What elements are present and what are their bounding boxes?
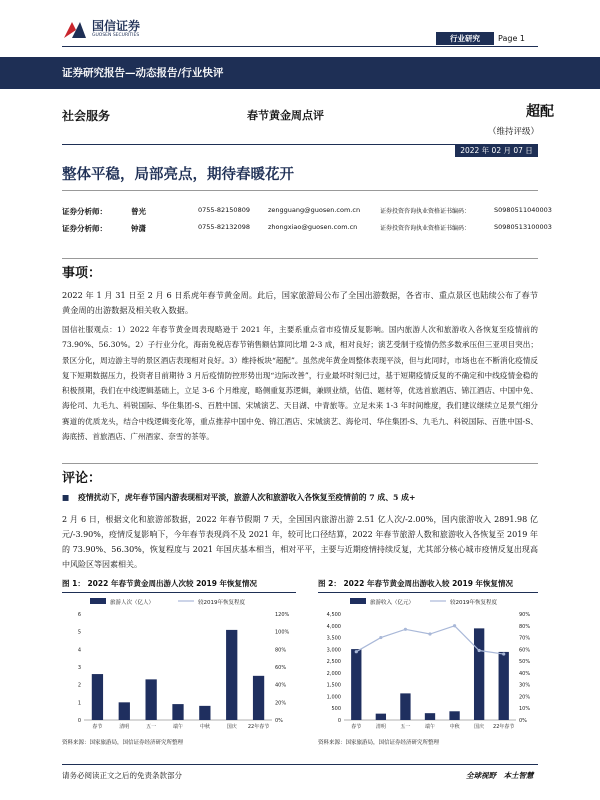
- x-tick-label: 五一: [400, 724, 411, 730]
- x-tick-label: 五一: [146, 724, 157, 730]
- line-point: [404, 628, 407, 631]
- sector-label: 社会服务: [62, 109, 111, 123]
- figure-2-label: 图 2：: [318, 579, 341, 588]
- comment-bullet: [62, 492, 538, 503]
- y2-tick-label: 90%: [519, 612, 531, 618]
- figure-2-source: 资料来源：国家旅游局，国信证券经济研究所整理: [318, 740, 440, 746]
- figure-2: [318, 578, 538, 748]
- bullet-text: 疫情扰动下，虎年春节国内游表现相对平淡，旅游人次和旅游收入各恢复至疫情前的 7 成、5 成+: [78, 493, 416, 502]
- line-point: [478, 649, 481, 652]
- y2-tick-label: 70%: [519, 635, 531, 642]
- x-tick-label: 22年春节: [247, 724, 270, 730]
- figure-1-title: [62, 578, 296, 593]
- y-tick-label: 1,500: [326, 682, 341, 689]
- x-tick-label: 国庆: [226, 724, 237, 730]
- logo-en: GUOSEN SECURITIES: [92, 33, 140, 38]
- legend-label-line: 较2019年恢复程度: [450, 600, 497, 606]
- line-point: [355, 650, 358, 653]
- y-tick-label: 500: [331, 706, 341, 713]
- x-tick-label: 春节: [351, 724, 362, 730]
- y-tick-label: 5: [77, 629, 81, 636]
- analyst-cert-label: 证券投资咨询执业资格证书编码：: [380, 208, 471, 215]
- chart-2: [318, 594, 538, 734]
- comment-rule: [62, 463, 538, 464]
- analyst-email[interactable]: zhongxiao@guosen.com.cn: [268, 223, 358, 231]
- y-tick-label: 6: [77, 612, 81, 618]
- y-tick-label: 3,000: [326, 647, 341, 654]
- x-tick-label: 清明: [375, 724, 386, 730]
- y-tick-label: 2,000: [326, 670, 341, 677]
- viewpoint-text: 国信社服观点：1）2022 年春节黄金周表现略逊于 2021 年，主要系重点省市疫情反复影响。国内旅游人次和旅游收入各恢复至疫情前的 73.90%、56.30%。2）子行业分化，海南免税店春节销售额估算同比增 2-3 成，相对良好；演艺受制于疫情仍然多数承压但三亚项目突出；景区分化，周边游主导的景区酒店表现相对良好。3）维持板块“超配”。虽然虎年黄金周整体表现平淡，但与此同时，市场也在不断消化疫情反复下短期数据压力，投资者目前期待 3 月后疫情防控形势出现“边际改善”，行业最坏时刻已过，基于短期疫情反复的不确定和中线疫情金稳的积极预期，我们在中线逻辑基础上，立足 3-6 个月维度，略侧重复苏逻辑，兼顾业绩，估值、题材等，优选首旅酒店、锦江酒店、中国中免、海伦司、九毛九、科锐国际、华住集团-S、百胜中国、宋城演艺、天目湖、中青旅等。立足未来 1-3 年时间维度，我们建议继续立足景气细分赛道的优质龙头，结合中线逻辑变化等，重点推荐中国中免、锦江酒店、宋城演艺、海伦司、华住集团-S、九毛九、科锐国际、百胜中国-S、海底捞、首旅酒店、广州酒家、奈雪的茶等。: [62, 325, 538, 442]
- bar: [253, 676, 264, 720]
- bar: [92, 674, 103, 720]
- y-tick-label: 2,500: [326, 659, 341, 666]
- line-point: [453, 624, 456, 627]
- footer-slogan: 全球视野 本土智慧: [466, 771, 534, 780]
- analyst-phone: 0755-82132098: [198, 223, 250, 231]
- header-rule: [62, 46, 538, 47]
- figure-2-title: [318, 578, 538, 593]
- topic-label: 春节黄金周点评: [247, 109, 324, 122]
- figure-1: [62, 578, 296, 748]
- bar: [449, 711, 459, 720]
- y2-tick-label: 30%: [519, 682, 531, 689]
- analyst-cert: S0980513100003: [494, 223, 552, 231]
- y2-tick-label: 20%: [275, 700, 287, 707]
- analyst-row: [62, 206, 552, 220]
- headline: 整体平稳，局部亮点，期待春暖花开: [62, 166, 294, 183]
- bar: [425, 713, 435, 720]
- legend-swatch-bar: [90, 598, 106, 604]
- bar: [199, 706, 210, 720]
- footer-disclaimer: 请务必阅读正文之后的免责条款部分: [62, 771, 182, 780]
- y2-tick-label: 0%: [275, 718, 283, 724]
- comment-title: 评论：: [62, 471, 102, 486]
- y2-tick-label: 40%: [519, 670, 531, 677]
- y2-tick-label: 80%: [275, 647, 287, 654]
- bar: [226, 630, 237, 720]
- analyst-name: 钟潇: [131, 224, 146, 233]
- y2-tick-label: 40%: [275, 682, 287, 689]
- analyst-phone: 0755-82150809: [198, 206, 250, 214]
- analyst-role: 证券分析师：: [62, 207, 107, 216]
- y-tick-label: 4: [77, 647, 81, 654]
- legend-label-line: 较2019年恢复程度: [198, 600, 245, 606]
- y2-tick-label: 60%: [275, 665, 287, 671]
- event-para: 2022 年 1 月 31 日至 2 月 6 日系虎年春节黄金周。此后，国家旅游局公布了全国出游数据，各省市、重点景区也陆续公布了春节黄金周的出游数据及相关收入数据。: [62, 290, 538, 315]
- y2-tick-label: 120%: [275, 612, 290, 618]
- bar: [499, 652, 509, 720]
- headline-rule: [62, 190, 538, 191]
- bar: [146, 679, 157, 720]
- y-tick-label: 4,500: [326, 612, 341, 618]
- y2-tick-label: 10%: [519, 706, 531, 713]
- y2-tick-label: 80%: [519, 623, 531, 630]
- y-tick-label: 0: [337, 718, 341, 724]
- y-tick-label: 1,000: [326, 694, 341, 701]
- footer-rule: [62, 764, 538, 765]
- y-tick-label: 4,000: [326, 623, 341, 630]
- title-row: [0, 95, 600, 145]
- figure-2-caption: 2022 年春节黄金周出游收入较 2019 年恢复情况: [343, 579, 514, 588]
- line-point: [379, 636, 382, 639]
- line-point: [502, 652, 505, 655]
- line-point: [428, 632, 431, 635]
- analyst-row: [62, 223, 552, 237]
- page-label: Page 1: [498, 34, 525, 43]
- analyst-email[interactable]: zengguang@guosen.com.cn: [268, 206, 361, 214]
- x-tick-label: 端午: [172, 724, 184, 730]
- x-tick-label: 国庆: [474, 724, 485, 730]
- y-tick-label: 1: [77, 700, 81, 707]
- logo-cn: 国信证券: [92, 19, 141, 33]
- y-tick-label: 0: [77, 718, 81, 724]
- bar: [172, 704, 183, 720]
- figure-1-source: 资料来源：国家旅游局，国信证券经济研究所整理: [62, 740, 184, 746]
- chart-1: [62, 594, 296, 734]
- bar: [376, 714, 386, 720]
- bullet-icon: ■: [62, 493, 70, 502]
- report-date: 2022 年 02 月 07 日: [460, 146, 533, 155]
- y-tick-label: 3,500: [326, 635, 341, 642]
- y2-tick-label: 60%: [519, 647, 531, 654]
- event-rule: [62, 258, 538, 259]
- bar: [119, 702, 130, 720]
- legend-label-bar: 旅游收入（亿元）: [370, 600, 415, 606]
- x-tick-label: 春节: [92, 724, 103, 730]
- figure-1-label: 图 1：: [62, 579, 85, 588]
- x-tick-label: 清明: [119, 724, 130, 730]
- figure-1-caption: 2022 年春节黄金周出游人次较 2019 年恢复情况: [87, 579, 258, 588]
- y-tick-label: 2: [77, 682, 81, 689]
- bar: [400, 693, 410, 720]
- y-tick-label: 3: [77, 665, 81, 671]
- analyst-role: 证券分析师：: [62, 224, 107, 233]
- x-tick-label: 端午: [424, 724, 436, 730]
- logo-mark-icon: [62, 18, 88, 40]
- analyst-name: 曾光: [131, 207, 146, 216]
- bar: [351, 649, 361, 720]
- event-title: 事项：: [62, 266, 102, 281]
- report-type: 证券研究报告—动态报告/行业快评: [62, 67, 224, 79]
- y2-tick-label: 20%: [519, 694, 531, 701]
- legend-swatch-bar: [350, 598, 366, 604]
- y2-tick-label: 0%: [519, 718, 527, 724]
- analyst-cert-label: 证券投资咨询执业资格证书编码：: [380, 225, 471, 232]
- header-tag: 行业研究: [436, 32, 494, 45]
- logo: [62, 16, 182, 44]
- rating-note: （维持评级）: [488, 127, 540, 137]
- x-tick-label: 22年春节: [493, 724, 515, 730]
- y2-tick-label: 100%: [275, 629, 290, 636]
- legend-label-bar: 旅游人次（亿人）: [110, 600, 155, 606]
- comment-para: 2 月 6 日，根据文化和旅游部数据，2022 年春节假期 7 天，全国国内旅游出游 2.51 亿人次/-2.00%，国内旅游收入 2891.98 亿元/-3.90%，疫情反复影响下，今年春节表现尚不及 2021 年，较可比口径结算，2022 年春节旅游人数和旅游收入各恢复至 2019 年的 73.90%、56.30%，恢复程度与 2021 年国庆基本相当，相对平平，主要与近期疫情持续反复，尤其部分核心城市疫情反复出现高中风险区等因素相关。: [62, 515, 538, 569]
- report-banner: [0, 57, 600, 89]
- x-tick-label: 中秋: [449, 724, 460, 730]
- date-bar: [455, 145, 538, 157]
- bar: [474, 628, 484, 720]
- x-tick-label: 中秋: [199, 724, 210, 730]
- rating: 超配: [526, 104, 554, 120]
- analyst-cert: S0980511040003: [494, 206, 552, 214]
- viewpoint-para: [62, 322, 538, 444]
- analyst-table: [62, 206, 552, 240]
- y2-tick-label: 50%: [519, 659, 531, 666]
